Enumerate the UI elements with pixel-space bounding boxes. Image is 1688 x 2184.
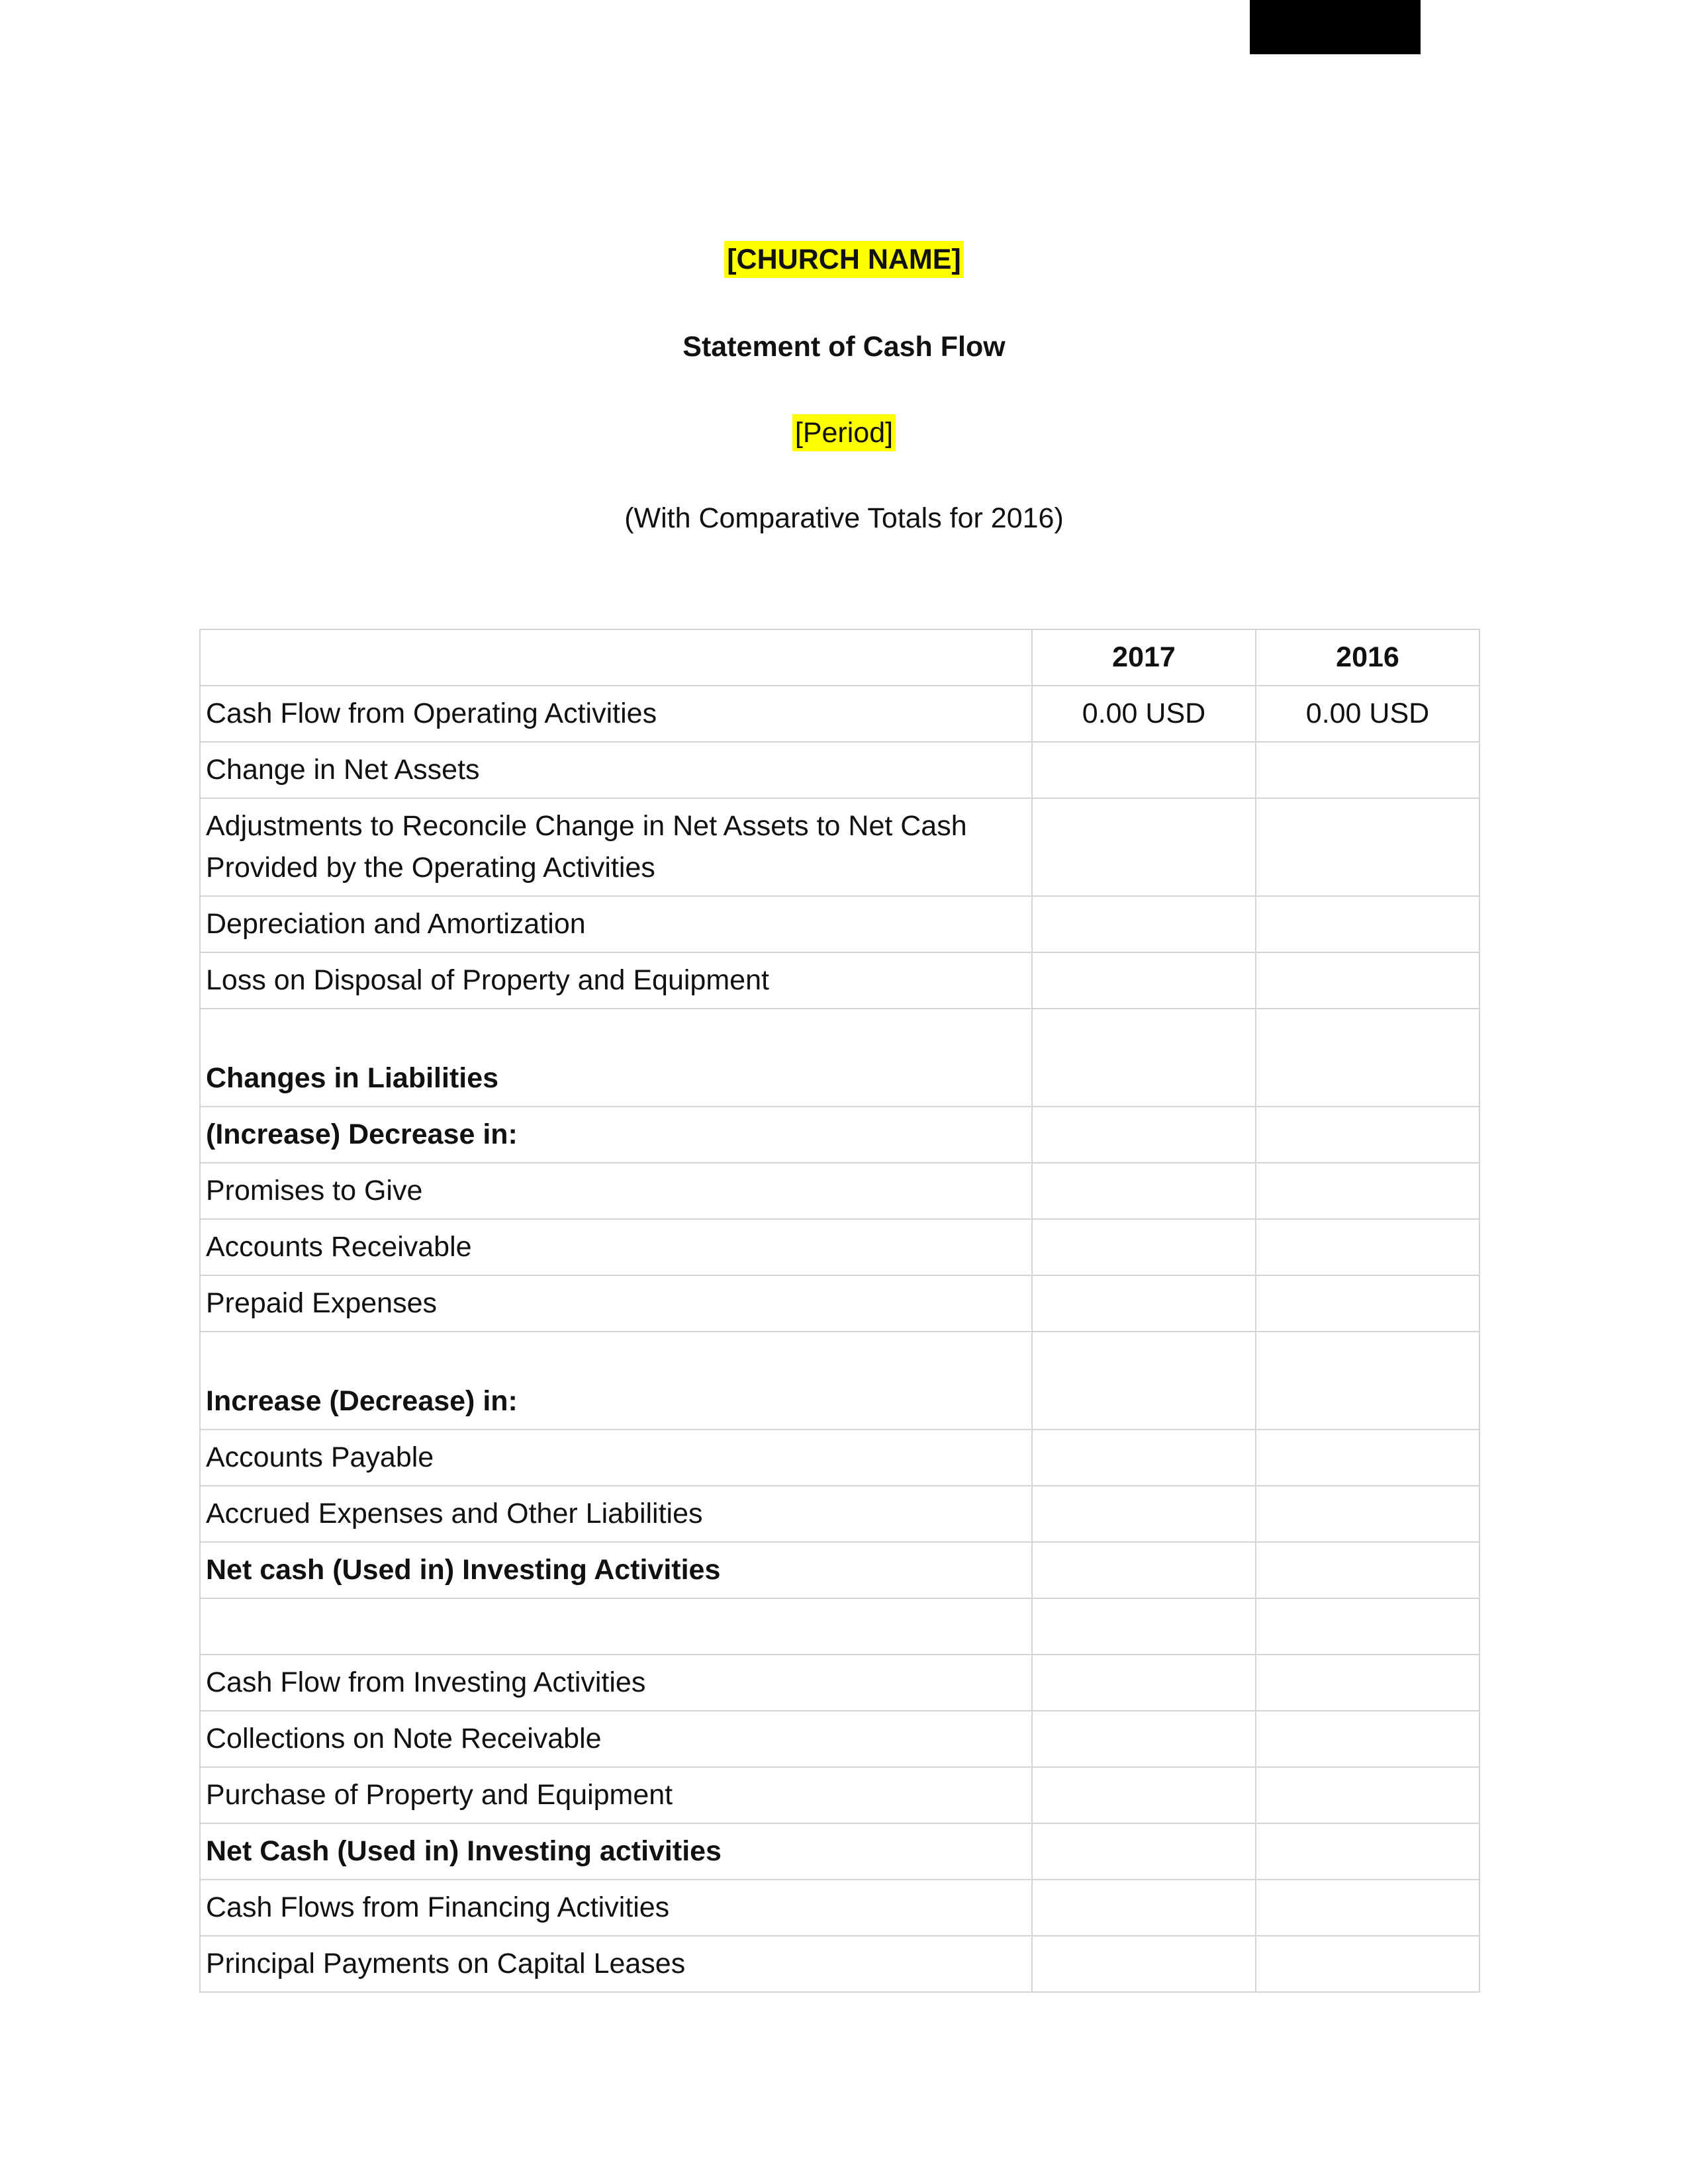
row-label: Cash Flows from Financing Activities <box>200 1880 1032 1936</box>
value-2017 <box>1032 1767 1256 1823</box>
value-2016 <box>1256 1542 1479 1598</box>
redaction-block <box>1250 0 1421 54</box>
table-row <box>200 1767 1479 1823</box>
value-2016 <box>1256 1767 1479 1823</box>
row-label: Adjustments to Reconcile Change in Net Assets to Net Cash Provided by the Operating Activities <box>200 798 1032 896</box>
table-row <box>200 1655 1479 1711</box>
table-row <box>200 1332 1479 1430</box>
table-row <box>200 1275 1479 1332</box>
value-2017 <box>1032 952 1256 1009</box>
row-label: Cash Flow from Investing Activities <box>200 1655 1032 1711</box>
value-2017 <box>1032 1009 1256 1107</box>
value-2016 <box>1256 742 1479 798</box>
table-row <box>200 1711 1479 1767</box>
table-row <box>200 1486 1479 1542</box>
row-label: Accounts Payable <box>200 1430 1032 1486</box>
value-2016 <box>1256 1486 1479 1542</box>
value-2016 <box>1256 1163 1479 1219</box>
value-2016 <box>1256 1009 1479 1107</box>
table-row <box>200 686 1479 742</box>
row-label: Depreciation and Amortization <box>200 896 1032 952</box>
value-2016 <box>1256 1275 1479 1332</box>
subtotal-label: Net cash (Used in) Investing Activities <box>200 1542 1032 1598</box>
value-2017 <box>1032 1542 1256 1598</box>
header-cell-2016: 2016 <box>1256 629 1479 686</box>
table-row <box>200 1163 1479 1219</box>
table-row <box>200 896 1479 952</box>
value-2016 <box>1256 1880 1479 1936</box>
value-2016: 0.00 USD <box>1256 686 1479 742</box>
value-2016 <box>1256 1823 1479 1880</box>
row-label: Accounts Receivable <box>200 1219 1032 1275</box>
row-label: Loss on Disposal of Property and Equipment <box>200 952 1032 1009</box>
value-2016 <box>1256 1936 1479 1992</box>
row-label: Accrued Expenses and Other Liabilities <box>200 1486 1032 1542</box>
row-label <box>200 1598 1032 1655</box>
row-label: Change in Net Assets <box>200 742 1032 798</box>
section-heading: Increase (Decrease) in: <box>200 1332 1032 1430</box>
row-label: Principal Payments on Capital Leases <box>200 1936 1032 1992</box>
value-2017 <box>1032 1332 1256 1430</box>
value-2017: 0.00 USD <box>1032 686 1256 742</box>
section-heading: Changes in Liabilities <box>200 1009 1032 1107</box>
statement-title <box>0 328 1688 365</box>
table-row <box>200 1880 1479 1936</box>
table-row <box>200 1107 1479 1163</box>
value-2017 <box>1032 1880 1256 1936</box>
table-row <box>200 798 1479 896</box>
value-2016 <box>1256 1655 1479 1711</box>
value-2017 <box>1032 1430 1256 1486</box>
comparative-note-text: (With Comparative Totals for 2016) <box>624 502 1064 534</box>
row-label: Collections on Note Receivable <box>200 1711 1032 1767</box>
period-heading <box>0 414 1688 451</box>
row-label: Purchase of Property and Equipment <box>200 1767 1032 1823</box>
row-label: Promises to Give <box>200 1163 1032 1219</box>
cash-flow-table <box>199 629 1480 1993</box>
value-2016 <box>1256 1332 1479 1430</box>
table-row <box>200 1936 1479 1992</box>
value-2017 <box>1032 1107 1256 1163</box>
table-row <box>200 1598 1479 1655</box>
table-header-row <box>200 629 1479 686</box>
table-row <box>200 1542 1479 1598</box>
value-2016 <box>1256 952 1479 1009</box>
table-row <box>200 952 1479 1009</box>
comparative-note <box>0 500 1688 537</box>
value-2016 <box>1256 896 1479 952</box>
table-row <box>200 1009 1479 1107</box>
table-row <box>200 1823 1479 1880</box>
value-2017 <box>1032 798 1256 896</box>
value-2016 <box>1256 1598 1479 1655</box>
value-2017 <box>1032 1275 1256 1332</box>
value-2017 <box>1032 742 1256 798</box>
table-row <box>200 1430 1479 1486</box>
subtotal-label: Net Cash (Used in) Investing activities <box>200 1823 1032 1880</box>
statement-title-text: Statement of Cash Flow <box>682 331 1006 363</box>
value-2016 <box>1256 1219 1479 1275</box>
value-2017 <box>1032 896 1256 952</box>
value-2017 <box>1032 1711 1256 1767</box>
value-2016 <box>1256 1430 1479 1486</box>
header-cell-2017: 2017 <box>1032 629 1256 686</box>
value-2017 <box>1032 1936 1256 1992</box>
table-row <box>200 1219 1479 1275</box>
row-label: Prepaid Expenses <box>200 1275 1032 1332</box>
row-label: Cash Flow from Operating Activities <box>200 686 1032 742</box>
value-2017 <box>1032 1655 1256 1711</box>
header-cell-label <box>200 629 1032 686</box>
value-2017 <box>1032 1598 1256 1655</box>
value-2016 <box>1256 798 1479 896</box>
church-name-text: [CHURCH NAME] <box>724 241 964 278</box>
value-2017 <box>1032 1219 1256 1275</box>
church-name-heading <box>0 241 1688 278</box>
value-2017 <box>1032 1163 1256 1219</box>
period-text: [Period] <box>792 414 896 451</box>
value-2016 <box>1256 1711 1479 1767</box>
value-2017 <box>1032 1486 1256 1542</box>
table-row <box>200 742 1479 798</box>
section-heading: (Increase) Decrease in: <box>200 1107 1032 1163</box>
value-2016 <box>1256 1107 1479 1163</box>
value-2017 <box>1032 1823 1256 1880</box>
